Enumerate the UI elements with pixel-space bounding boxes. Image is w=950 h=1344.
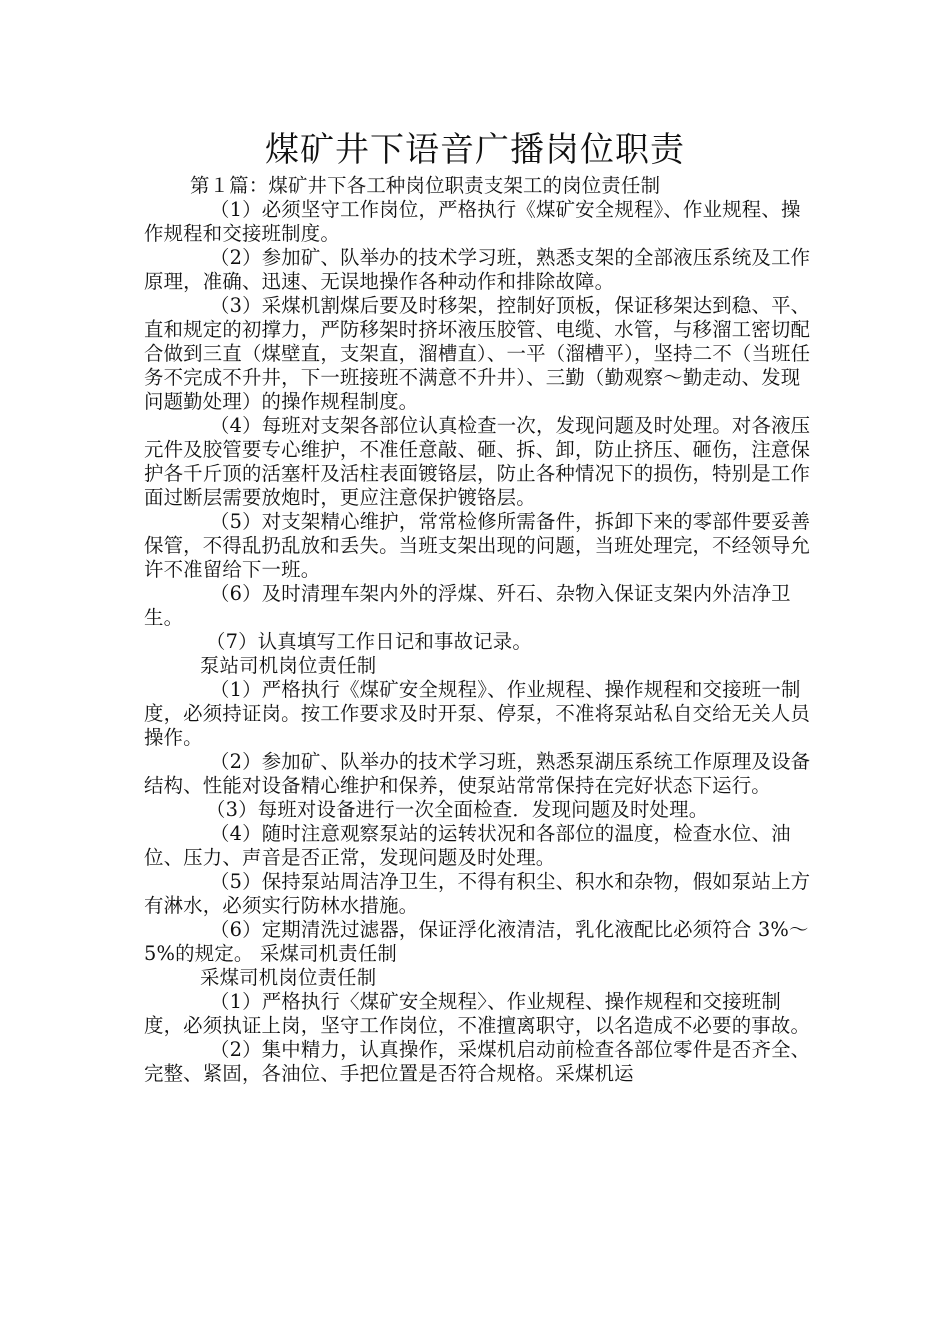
support-item-3: （3）采煤机割煤后要及时移架，控制好顶板，保证移架达到稳、平、直和规定的初撑力，严防移架时挤坏液压胶管、电缆、水管，与移溜工密切配合做到三直（煤壁直，支架直，溜槽直）、一平（溜槽平），坚持二不（当班任务不完成不升井，下一班接班不满意不升井）、三勤（勤观察～勤走动、发现问题勤处理）的操作规程制度。	[144, 294, 811, 413]
support-item-5: （5）对支架精心维护，常常检修所需备件，拆卸下来的零部件要妥善保管，不得乱扔乱放和丢失。当班支架出现的问题，当班处理完，不经领导允许不准留给下一班。	[144, 510, 811, 581]
pump-item-6: （6）定期清洗过滤器，保证浮化液清洁，乳化液配比必须符合 3%～5%的规定。 采煤司机责任制	[144, 918, 809, 965]
pump-item-3: （3）每班对设备进行一次全面检查．发现问题及时处理。	[206, 798, 709, 821]
pump-heading: 泵站司机岗位责任制	[200, 654, 377, 677]
support-item-4: （4）每班对支架各部位认真检查一次，发现问题及时处理。对各液压元件及胶管要专心维护，不准任意敲、砸、拆、卸，防止挤压、砸伤，注意保护各千斤顶的活塞杆及活柱表面镀铬层，防止各种情况下的损伤，特别是工作面过断层需要放炮时，更应注意保护镀铬层。	[144, 414, 811, 509]
shearer-item-1: （1）严格执行〈煤矿安全规程〉、作业规程、操作规程和交接班制度，必须执证上岗，坚守工作岗位，不准擅离职守，以名造成不必要的事故。	[144, 990, 811, 1037]
support-item-7: （7）认真填写工作日记和事故记录。	[206, 630, 532, 653]
pump-item-2: （2）参加矿、队举办的技术学习班，熟悉泵湖压系统工作原理及设备结构、性能对设备精心维护和保养，使泵站常常保持在完好状态下运行。	[144, 750, 811, 797]
pump-item-4: （4）随时注意观察泵站的运转状况和各部位的温度，检查水位、油位、压力、声音是否正常，发现问题及时处理。	[144, 822, 791, 869]
support-item-1: （1）必须坚守工作岗位，严格执行《煤矿安全规程》、作业规程、操作规程和交接班制度。	[144, 198, 801, 245]
support-item-6: （6）及时清理车架内外的浮煤、歼石、杂物入保证支架内外洁净卫生。	[144, 582, 791, 629]
document-title: 煤矿井下语音广播岗位职责	[265, 130, 685, 170]
pump-item-1: （1）严格执行《煤矿安全规程》、作业规程、操作规程和交接班一制度，必须持证岗。按工作要求及时开泵、停泵，不准将泵站私自交给无关人员操作。	[144, 678, 811, 749]
pump-item-5: （5）保持泵站周洁净卫生，不得有积尘、积水和杂物，假如泵站上方有淋水，必须实行防林水措施。	[144, 870, 811, 917]
shearer-heading: 采煤司机岗位责任制	[200, 966, 377, 989]
support-item-2: （2）参加矿、队举办的技术学习班，熟悉支架的全部液压系统及工作原理，准确、迅速、无误地操作各种动作和排除故障。	[144, 246, 811, 293]
document-body	[144, 174, 814, 1086]
shearer-item-2: （2）集中精力，认真操作，采煤机启动前检查各部位零件是否齐全、完整、紧固，各油位、手把位置是否符合规格。采煤机运	[144, 1038, 811, 1085]
subtitle: 第１篇：煤矿井下各工种岗位职责支架工的岗位责任制	[190, 174, 661, 197]
